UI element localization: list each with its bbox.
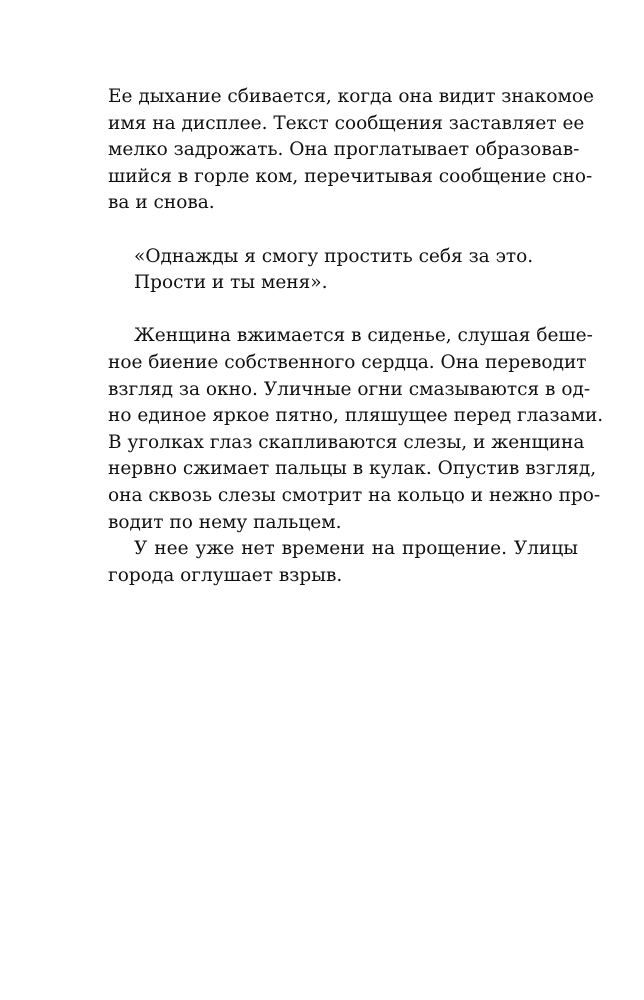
text-line: нервно сжимает пальцы в кулак. Опустив взгляд, <box>108 458 597 480</box>
paragraph-3 <box>108 323 604 536</box>
text-line: Ее дыхание сбивается, когда она видит знакомое <box>108 86 594 107</box>
text-line: она сквозь слезы смотрит на кольцо и нежно про- <box>108 484 601 506</box>
text-line: «Однажды я смогу простить себя за это. <box>134 245 534 267</box>
text-line: ва и снова. <box>108 192 215 214</box>
text-line: шийся в горле ком, перечитывая сообщение сно- <box>108 165 593 187</box>
text-line: В уголках глаз скапливаются слезы, и женщина <box>108 431 585 453</box>
text-line: мелко задрожать. Она проглатывает образовав- <box>108 139 580 161</box>
quoted-message <box>108 244 578 297</box>
text-column <box>108 84 604 589</box>
text-line: взгляд за окно. Уличные огни смазываются в од- <box>108 378 591 400</box>
text-line: У нее уже нет времени на прощение. Улицы <box>134 538 578 560</box>
paragraph-gap <box>108 217 578 244</box>
text-line: но единое яркое пятно, пляшущее перед глазами. <box>108 405 604 427</box>
paragraph-1 <box>108 84 594 217</box>
text-line: ное биение собственного сердца. Она переводит <box>108 351 587 373</box>
paragraph-4 <box>108 536 578 589</box>
paragraph-gap <box>108 297 578 324</box>
text-line: Женщина вжимается в сиденье, слушая беше- <box>134 325 593 347</box>
text-line: Прости и ты меня». <box>134 272 328 294</box>
text-line: водит по нему пальцем. <box>108 511 342 533</box>
text-line: города оглушает взрыв. <box>108 564 343 586</box>
text-line: имя на дисплее. Текст сообщения заставляет ее <box>108 112 585 134</box>
